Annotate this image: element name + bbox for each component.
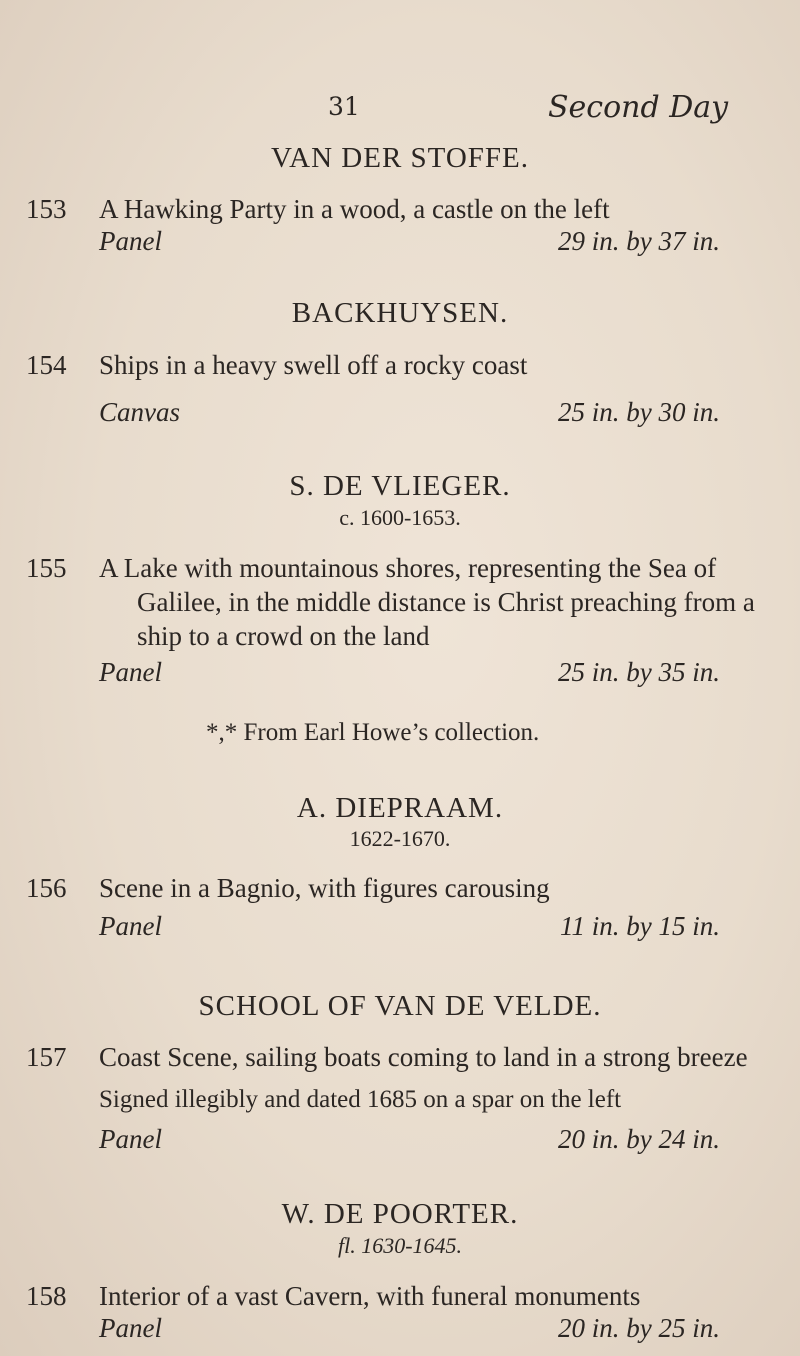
lot-number: 157 <box>26 1042 67 1072</box>
artist-dates: fl. 1630-1645. <box>337 1233 463 1258</box>
lot-dimensions: 20 in. by 24 in. <box>558 1124 720 1154</box>
lot-medium: Panel <box>99 657 162 687</box>
lot-medium: Panel <box>99 226 162 256</box>
lot-medium: Panel <box>99 911 162 941</box>
lot-medium: Panel <box>99 1313 162 1343</box>
artist-heading: SCHOOL OF VAN DE VELDE. <box>198 990 602 1022</box>
artist-heading: W. DE POORTER. <box>281 1198 519 1230</box>
lot-number: 156 <box>26 873 67 903</box>
lot-number: 154 <box>26 350 67 380</box>
lot-number: 158 <box>26 1281 67 1311</box>
lot-dimensions: 29 in. by 37 in. <box>558 226 720 256</box>
lot-description: ship to a crowd on the land <box>137 621 430 651</box>
lot-description: Galilee, in the middle distance is Christ preaching from a <box>137 587 755 617</box>
lot-number: 153 <box>26 194 67 224</box>
lot-medium: Canvas <box>99 397 180 427</box>
artist-heading: BACKHUYSEN. <box>291 297 509 329</box>
lot-dimensions: 25 in. by 35 in. <box>558 657 720 687</box>
provenance-note: *,* From Earl Howe’s collection. <box>206 719 540 746</box>
lot-dimensions: 20 in. by 25 in. <box>558 1313 720 1343</box>
artist-heading: VAN DER STOFFE. <box>270 142 530 174</box>
page-number: 31 <box>328 92 360 121</box>
artist-dates: c. 1600-1653. <box>339 505 461 530</box>
lot-inscription: Signed illegibly and dated 1685 on a spar on the left <box>99 1086 622 1113</box>
running-head: Second Day <box>548 90 729 125</box>
lot-number: 155 <box>26 553 67 583</box>
artist-heading: S. DE VLIEGER. <box>289 470 511 502</box>
lot-description: Ships in a heavy swell off a rocky coast <box>99 350 528 380</box>
lot-description: Interior of a vast Cavern, with funeral monuments <box>99 1281 641 1311</box>
lot-description: A Hawking Party in a wood, a castle on the left <box>99 194 610 224</box>
lot-dimensions: 11 in. by 15 in. <box>560 911 720 941</box>
artist-dates: 1622-1670. <box>349 826 451 851</box>
artist-heading: A. DIEPRAAM. <box>296 792 504 824</box>
lot-description: A Lake with mountainous shores, representing the Sea of <box>99 553 717 583</box>
lot-description: Coast Scene, sailing boats coming to land in a strong breeze <box>99 1042 748 1072</box>
lot-medium: Panel <box>99 1124 162 1154</box>
lot-dimensions: 25 in. by 30 in. <box>558 397 720 427</box>
lot-description: Scene in a Bagnio, with figures carousing <box>99 873 550 903</box>
